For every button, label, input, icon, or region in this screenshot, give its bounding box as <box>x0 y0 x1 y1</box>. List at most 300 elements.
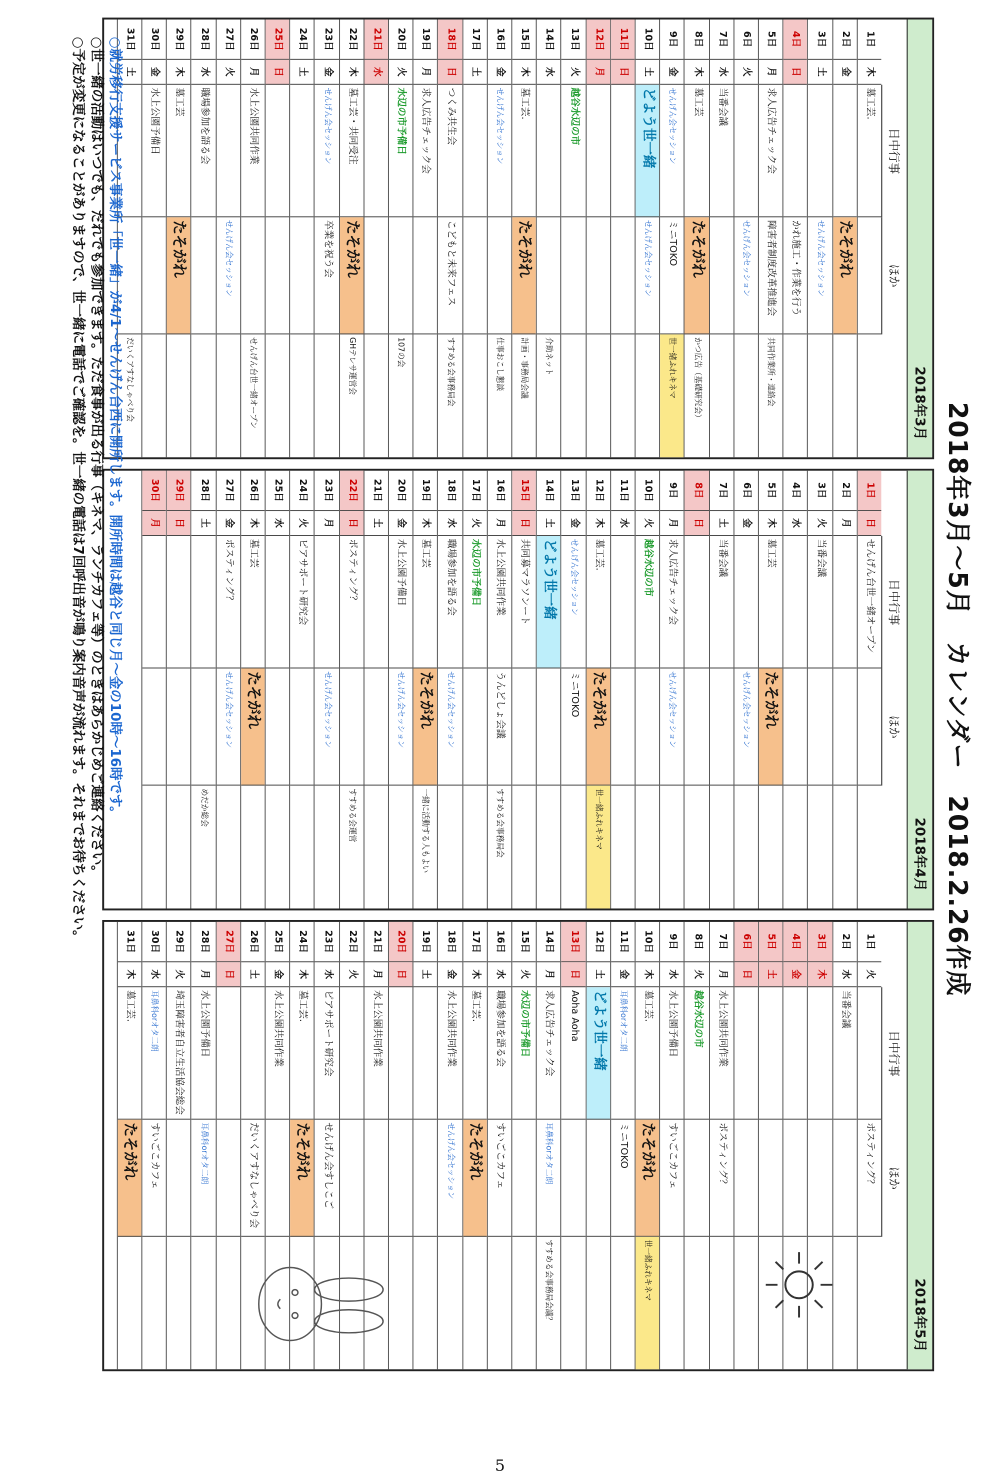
extra-event <box>562 1237 586 1369</box>
day-number: 3日 <box>808 471 832 511</box>
extra-event <box>142 1237 166 1369</box>
weekday: 月 <box>710 962 734 987</box>
calendar-row <box>314 471 339 909</box>
day-event: つくみ共生会 <box>438 85 462 217</box>
other-event <box>364 1120 388 1237</box>
other-event: せんげん会セッション <box>734 668 758 785</box>
extra-event <box>414 334 438 457</box>
day-event <box>858 987 882 1119</box>
extra-event: GHテレサ運営会 <box>347 337 357 395</box>
other-event <box>142 668 166 785</box>
calendar-row <box>684 922 709 1369</box>
calendar-row <box>166 471 191 909</box>
day-number: 17日 <box>463 922 487 962</box>
day-number: 15日 <box>512 922 536 962</box>
weekday: 日 <box>562 962 586 987</box>
day-number: 4日 <box>784 20 808 60</box>
calendar-row <box>561 471 586 909</box>
day-number: 12日 <box>586 471 610 511</box>
day-number: 31日 <box>118 922 142 962</box>
extra-event: 世一緒ふれキネマ <box>660 334 684 457</box>
weekday: 木 <box>858 60 882 85</box>
day-number: 13日 <box>562 922 586 962</box>
day-event: 当番会議 <box>710 85 734 217</box>
day-number: 27日 <box>216 922 240 962</box>
day-event <box>364 536 388 668</box>
day-event: どよう世一緒 <box>537 536 561 668</box>
extra-event <box>216 1237 240 1369</box>
weekday: 木 <box>340 60 364 85</box>
day-number: 13日 <box>562 20 586 60</box>
weekday: 月 <box>142 511 166 536</box>
calendar-row <box>561 922 586 1369</box>
weekday: 日 <box>858 511 882 536</box>
day-number: 31日 <box>118 20 142 60</box>
day-event <box>784 536 808 668</box>
other-event: たそがれ <box>167 217 191 334</box>
day-number: 18日 <box>438 20 462 60</box>
weekday: 木 <box>241 511 265 536</box>
calendar-row <box>339 471 364 909</box>
extra-event <box>192 1237 216 1369</box>
extra-event <box>562 786 586 909</box>
day-number: 30日 <box>142 922 166 962</box>
day-number: 6日 <box>734 922 758 962</box>
other-event <box>562 217 586 334</box>
calendar-row <box>684 20 709 458</box>
other-event: たそがれ <box>586 668 610 785</box>
day-event: 墓工芸 <box>167 85 191 217</box>
weekday: 火 <box>685 962 709 987</box>
extra-event <box>734 1237 758 1369</box>
day-event: 越谷水辺の市 <box>636 536 660 668</box>
day-number: 9日 <box>660 922 684 962</box>
calendar-row <box>585 471 610 909</box>
other-event <box>734 1120 758 1237</box>
day-event <box>537 85 561 217</box>
month-header: 2018年4月 <box>907 471 932 909</box>
other-event <box>512 668 536 785</box>
other-event: ミニTOKO <box>562 668 586 785</box>
day-number: 7日 <box>710 922 734 962</box>
calendar-row <box>363 471 388 909</box>
column-header-day-events: 日中行事 <box>881 85 906 217</box>
calendar-row <box>289 20 314 458</box>
extra-event <box>858 786 882 909</box>
other-event <box>685 668 709 785</box>
day-event: 水上公園共同作業 <box>241 85 265 217</box>
calendar-row <box>832 471 857 909</box>
extra-event <box>290 334 314 457</box>
weekday: 木 <box>290 962 314 987</box>
extra-event <box>167 334 191 457</box>
day-number: 4日 <box>784 922 808 962</box>
day-number: 5日 <box>759 471 783 511</box>
day-event <box>808 987 832 1119</box>
day-number: 5日 <box>759 922 783 962</box>
day-event <box>192 536 216 668</box>
extra-event <box>216 334 240 457</box>
extra-event <box>315 786 339 909</box>
weekday: 木 <box>118 962 142 987</box>
day-event <box>734 85 758 217</box>
other-event: こどもと未来フェス <box>438 217 462 334</box>
day-number: 8日 <box>685 922 709 962</box>
weekday: 木 <box>685 60 709 85</box>
extra-event: 107の会 <box>396 337 406 368</box>
weekday: 木 <box>167 60 191 85</box>
extra-event <box>586 334 610 457</box>
month-header: 2018年3月 <box>907 20 932 458</box>
weekday: 金 <box>315 60 339 85</box>
day-number: 24日 <box>290 471 314 511</box>
day-number: 2日 <box>833 20 857 60</box>
extra-event <box>586 1237 610 1369</box>
day-event <box>833 85 857 217</box>
other-event: 耳鼻科orオタ二朗 <box>537 1120 561 1237</box>
column-header-day-events: 日中行事 <box>881 536 906 668</box>
day-event: 越谷水辺の市 <box>685 987 709 1119</box>
day-number: 25日 <box>266 922 290 962</box>
other-event: たそがれ <box>118 1120 142 1237</box>
other-event <box>808 1120 832 1237</box>
day-event <box>315 536 339 668</box>
other-event <box>611 217 635 334</box>
calendar-row <box>536 922 561 1369</box>
weekday: 土 <box>710 511 734 536</box>
weekday: 水 <box>710 60 734 85</box>
calendar-row <box>684 471 709 909</box>
day-event: 水辺の市予備日 <box>512 987 536 1119</box>
sun-icon <box>760 1246 838 1323</box>
calendar-row <box>709 922 734 1369</box>
day-number: 8日 <box>685 471 709 511</box>
other-event <box>266 217 290 334</box>
other-event: せんげん会セッション <box>734 217 758 334</box>
calendar-row <box>857 471 882 909</box>
weekday: 木 <box>512 60 536 85</box>
weekday: 金 <box>389 511 413 536</box>
extra-event <box>192 334 216 457</box>
day-number: 23日 <box>315 922 339 962</box>
extra-event <box>266 786 290 909</box>
other-event <box>266 668 290 785</box>
other-event <box>216 1120 240 1237</box>
weekday: 日 <box>216 962 240 987</box>
day-number: 28日 <box>192 20 216 60</box>
day-event: 耳鼻科orオタ二朗 <box>142 987 166 1119</box>
weekday: 月 <box>315 511 339 536</box>
other-event: すいごこカフェ <box>488 1120 512 1237</box>
day-event: 墓工芸・共同受注 <box>340 85 364 217</box>
calendar-row <box>511 922 536 1369</box>
day-event <box>734 536 758 668</box>
calendar-row <box>413 471 438 909</box>
day-number: 17日 <box>463 471 487 511</box>
other-event: せんげん会セッション <box>389 668 413 785</box>
other-event: ミニTOKO <box>611 1120 635 1237</box>
day-event: 墓工芸. <box>586 536 610 668</box>
day-event: 墓工芸 <box>241 536 265 668</box>
other-event <box>463 217 487 334</box>
day-event: 越谷水辺の市 <box>562 85 586 217</box>
day-event: せんげん台世一緒オープン <box>858 536 882 668</box>
day-event <box>685 536 709 668</box>
extra-event <box>685 786 709 909</box>
calendar-row <box>215 922 240 1369</box>
weekday: 日 <box>611 60 635 85</box>
weekday: 木 <box>759 511 783 536</box>
other-event: たそがれ <box>414 668 438 785</box>
other-event <box>340 1120 364 1237</box>
day-event: 墓工芸. <box>290 987 314 1119</box>
day-event: 水辺の市予備日 <box>463 536 487 668</box>
column-header-other: ほか <box>881 668 906 785</box>
weekday: 月 <box>833 511 857 536</box>
day-event: 職場参加を語る会 <box>488 987 512 1119</box>
day-number: 30日 <box>142 20 166 60</box>
calendar-row <box>783 471 808 909</box>
extra-event <box>636 334 660 457</box>
weekday: 土 <box>463 60 487 85</box>
extra-event <box>290 786 314 909</box>
weekday: 水 <box>438 511 462 536</box>
other-event: せんげん会セッション <box>636 217 660 334</box>
day-number: 11日 <box>611 471 635 511</box>
day-event <box>142 536 166 668</box>
extra-event <box>463 334 487 457</box>
weekday: 日 <box>167 511 191 536</box>
day-number: 18日 <box>438 471 462 511</box>
other-event <box>414 1120 438 1237</box>
weekday: 土 <box>290 60 314 85</box>
extra-event <box>216 786 240 909</box>
day-number: 23日 <box>315 471 339 511</box>
day-event: 求人広告チェック会 <box>537 987 561 1119</box>
extra-event <box>142 334 166 457</box>
weekday: 月 <box>364 962 388 987</box>
calendar-row <box>363 20 388 458</box>
calendar-march <box>102 18 934 460</box>
extra-event <box>142 786 166 909</box>
calendar-row <box>462 922 487 1369</box>
weekday: 水 <box>784 511 808 536</box>
calendar-row <box>413 20 438 458</box>
day-number: 25日 <box>266 471 290 511</box>
calendar-row <box>215 471 240 909</box>
calendar-row <box>832 20 857 458</box>
weekday: 月 <box>537 962 561 987</box>
weekday: 水 <box>266 511 290 536</box>
weekday: 金 <box>562 511 586 536</box>
other-event: せんげん会セッション <box>808 217 832 334</box>
other-event <box>537 217 561 334</box>
day-number: 22日 <box>340 20 364 60</box>
day-number: 28日 <box>192 471 216 511</box>
day-number: 4日 <box>784 471 808 511</box>
calendar-row <box>807 20 832 458</box>
weekday: 日 <box>389 962 413 987</box>
calendar-row <box>536 20 561 458</box>
day-number: 17日 <box>463 20 487 60</box>
extra-event <box>389 1237 413 1369</box>
calendar-row <box>709 20 734 458</box>
note-line-1: ○就労移行支援サービス事業所「世一緒」が4/1～せんげん台西に開所します。開所時間は越谷と同じ月～金の10時～16時です。 <box>107 36 123 820</box>
extra-event <box>636 786 660 909</box>
day-event: 水上公園予備日 <box>142 85 166 217</box>
day-event: 墓工芸 <box>414 536 438 668</box>
day-event: せんげん会セッション <box>315 85 339 217</box>
calendar-row <box>610 20 635 458</box>
weekday: 水 <box>142 962 166 987</box>
other-event <box>611 668 635 785</box>
day-event: 求人広告チェック会 <box>414 85 438 217</box>
weekday: 水 <box>833 962 857 987</box>
day-number: 19日 <box>414 471 438 511</box>
day-event: 墓工芸 <box>759 536 783 668</box>
other-event: たそがれ <box>290 1120 314 1237</box>
day-event: Aoha Aoha <box>562 987 586 1119</box>
other-event <box>488 217 512 334</box>
day-number: 14日 <box>537 20 561 60</box>
extra-event <box>734 786 758 909</box>
other-event: ポスティング？ <box>858 1120 882 1237</box>
day-number: 18日 <box>438 922 462 962</box>
weekday: 月 <box>759 60 783 85</box>
weekday: 火 <box>389 60 413 85</box>
weekday: 日 <box>340 511 364 536</box>
weekday: 水 <box>660 962 684 987</box>
weekday: 水 <box>315 962 339 987</box>
day-event <box>364 85 388 217</box>
extra-event <box>808 786 832 909</box>
other-event: せんげん会セッション <box>438 1120 462 1237</box>
weekday: 金 <box>734 511 758 536</box>
other-event <box>389 217 413 334</box>
day-number: 9日 <box>660 471 684 511</box>
calendar-row <box>388 471 413 909</box>
weekday: 木 <box>586 511 610 536</box>
extra-event <box>759 786 783 909</box>
calendar-row <box>807 471 832 909</box>
weekday: 金 <box>833 60 857 85</box>
day-event: 水上公園予備日 <box>660 987 684 1119</box>
calendar-row <box>857 20 882 458</box>
calendar-row <box>166 20 191 458</box>
other-event <box>167 1120 191 1237</box>
day-number: 16日 <box>488 20 512 60</box>
calendar-row <box>610 471 635 909</box>
weekday: 木 <box>808 962 832 987</box>
day-number: 15日 <box>512 20 536 60</box>
weekday: 日 <box>438 60 462 85</box>
column-header-other: ほか <box>881 217 906 334</box>
day-number: 8日 <box>685 20 709 60</box>
other-event: せんげん会セッション <box>315 668 339 785</box>
day-event: 当番会議 <box>833 987 857 1119</box>
other-event: たそがれ <box>340 217 364 334</box>
weekday: 土 <box>241 962 265 987</box>
extra-event <box>808 334 832 457</box>
calendar-row <box>437 20 462 458</box>
day-number: 2日 <box>833 922 857 962</box>
extra-event: すすめる会事務局会 <box>446 337 456 407</box>
day-number: 28日 <box>192 922 216 962</box>
day-event: ポスティング？ <box>216 536 240 668</box>
other-event: せんげん会セッション <box>216 668 240 785</box>
day-event <box>389 987 413 1119</box>
extra-event <box>858 334 882 457</box>
calendar-row <box>659 922 684 1369</box>
extra-event: 世一緒ふれキネマ <box>636 1237 660 1369</box>
weekday: 水 <box>611 511 635 536</box>
day-event: ピアサポート研究会 <box>290 536 314 668</box>
other-event: たそがれ <box>759 668 783 785</box>
other-event <box>364 668 388 785</box>
extra-event: めだか総会 <box>199 788 209 827</box>
extra-event <box>660 1237 684 1369</box>
day-number: 2日 <box>833 471 857 511</box>
note-line-3: ○予定が変更になることがありますので、世一緒に電話でご確認を。世一緒の電話は7回呼出音が鳴り案内音声が流れます。それまでお待ちください。 <box>69 36 86 944</box>
extra-event <box>562 334 586 457</box>
calendar-row <box>561 20 586 458</box>
extra-event <box>784 786 808 909</box>
day-event <box>759 987 783 1119</box>
day-number: 10日 <box>636 471 660 511</box>
day-number: 29日 <box>167 471 191 511</box>
day-event: 水上公園予備日 <box>389 536 413 668</box>
other-event <box>192 668 216 785</box>
extra-event: かつ広告（基礎研究会） <box>692 337 702 422</box>
calendar-april <box>102 469 934 911</box>
other-event <box>710 668 734 785</box>
day-number: 1日 <box>858 922 882 962</box>
day-number: 3日 <box>808 922 832 962</box>
extra-event <box>364 334 388 457</box>
other-event <box>512 1120 536 1237</box>
other-event <box>241 217 265 334</box>
weekday: 火 <box>216 60 240 85</box>
day-number: 10日 <box>636 922 660 962</box>
extra-event <box>167 1237 191 1369</box>
extra-event <box>512 786 536 909</box>
other-event: 卒業を祝う会 <box>315 217 339 334</box>
day-event: どよう世一緒 <box>586 987 610 1119</box>
day-number: 27日 <box>216 471 240 511</box>
extra-event <box>611 786 635 909</box>
day-number: 13日 <box>562 471 586 511</box>
other-event: すいごこカフェ <box>142 1120 166 1237</box>
day-number: 26日 <box>241 20 265 60</box>
day-number: 30日 <box>142 471 166 511</box>
calendar-row <box>240 471 265 909</box>
day-event <box>734 987 758 1119</box>
weekday: 火 <box>167 962 191 987</box>
weekday: 水 <box>192 60 216 85</box>
day-number: 6日 <box>734 471 758 511</box>
extra-event <box>463 786 487 909</box>
calendar-row <box>388 20 413 458</box>
weekday: 金 <box>438 962 462 987</box>
day-number: 20日 <box>389 20 413 60</box>
calendar-row <box>487 20 512 458</box>
other-event <box>710 217 734 334</box>
weekday: 土 <box>414 962 438 987</box>
day-event: 墓工芸 <box>685 85 709 217</box>
extra-event <box>833 334 857 457</box>
extra-event <box>241 786 265 909</box>
calendar-row <box>437 922 462 1369</box>
